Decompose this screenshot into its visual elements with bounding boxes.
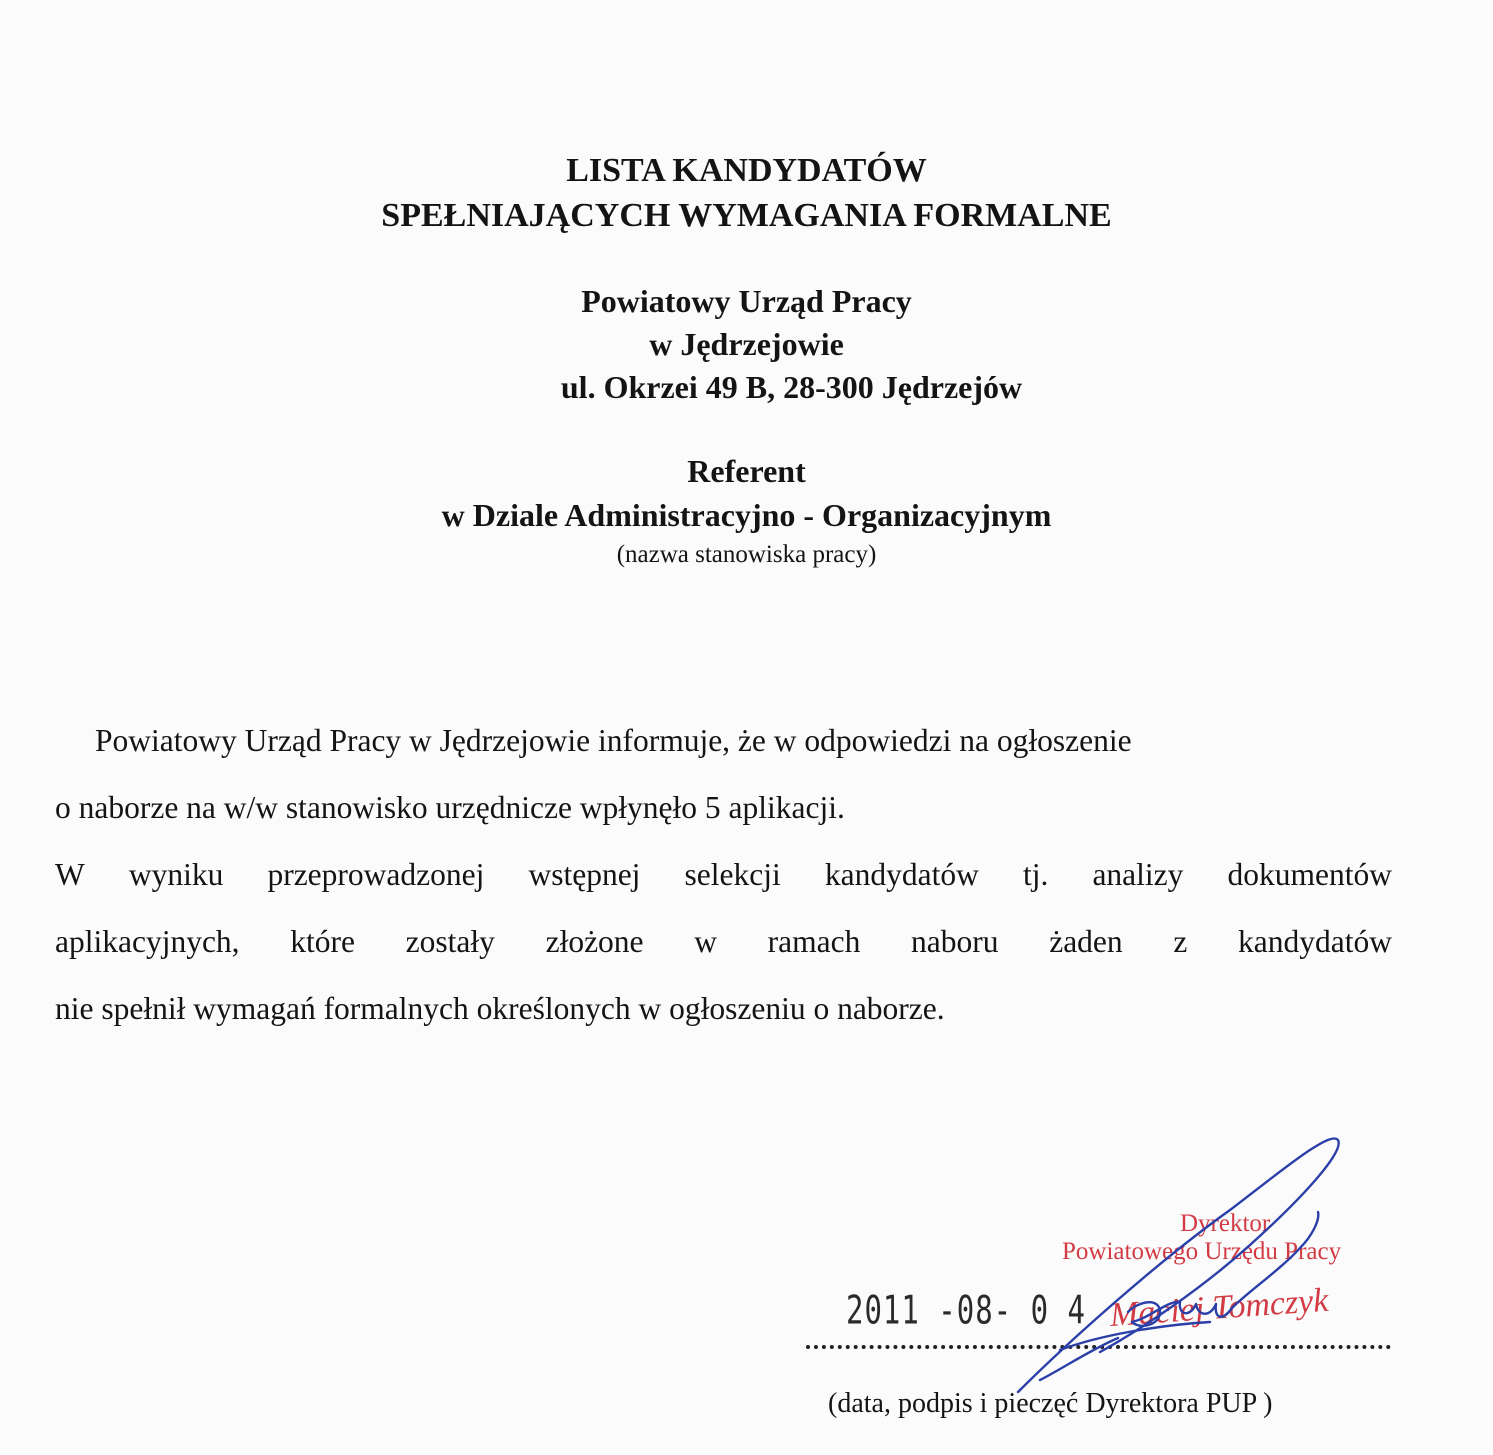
document-title-line-2: SPEŁNIAJĄCYCH WYMAGANIA FORMALNE (381, 197, 1112, 234)
body-paragraph-1-line-1: Powiatowy Urząd Pracy w Jędrzejowie informuje, że w odpowiedzi na ogłoszenie (95, 723, 1132, 758)
body-word: zostały (405, 924, 495, 959)
body-word: ramach (767, 924, 861, 959)
body-word: przeprowadzonej (267, 857, 485, 892)
body-word: które (290, 924, 355, 959)
body-word: analizy (1092, 857, 1184, 892)
stamp-director-name: Maciej Tomczyk (1108, 1281, 1330, 1334)
body-word: tj. (1022, 857, 1049, 892)
document-title-line-1: LISTA KANDYDATÓW (566, 152, 927, 189)
position-note: (nazwa stanowiska pracy) (616, 541, 877, 568)
body-word: w (694, 924, 717, 959)
date-stamp: 2011 -08- 0 4 (846, 1287, 1086, 1333)
stamp-title: Dyrektor (1180, 1210, 1271, 1237)
position-department: w Dziale Administracyjno - Organizacyjnym (441, 497, 1052, 533)
institution-address: ul. Okrzei 49 B, 28-300 Jędrzejów (560, 369, 1023, 405)
stamp-organization: Powiatowego Urzędu Pracy (1062, 1238, 1342, 1265)
body-word: dokumentów (1227, 857, 1392, 892)
body-paragraph-2-line-2 (55, 924, 1392, 960)
body-paragraph-1-line-2: o naborze na w/w stanowisko urzędnicze wpłynęło 5 aplikacji. (55, 790, 845, 825)
signature-caption: (data, podpis i pieczęć Dyrektora PUP ) (828, 1388, 1273, 1419)
signature-dotted-line (806, 1345, 1391, 1349)
body-word: kandydatów (824, 857, 979, 892)
body-word: W (55, 857, 85, 892)
body-word: wstępnej (528, 857, 641, 892)
body-word: selekcji (684, 857, 781, 892)
body-word: aplikacyjnych, (55, 924, 240, 959)
body-word: żaden (1049, 924, 1123, 959)
institution-city: w Jędrzejowie (649, 326, 844, 362)
body-word: kandydatów (1238, 924, 1392, 959)
body-word: złożone (545, 924, 644, 959)
body-word: naboru (911, 924, 999, 959)
position-title: Referent (687, 453, 806, 489)
body-paragraph-2-line-3: nie spełnił wymagań formalnych określonych w ogłoszeniu o naborze. (55, 991, 945, 1026)
body-paragraph-2-line-1 (55, 857, 1392, 893)
body-word: wyniku (128, 857, 224, 892)
institution-name: Powiatowy Urząd Pracy (581, 283, 912, 319)
body-word: z (1173, 924, 1188, 959)
